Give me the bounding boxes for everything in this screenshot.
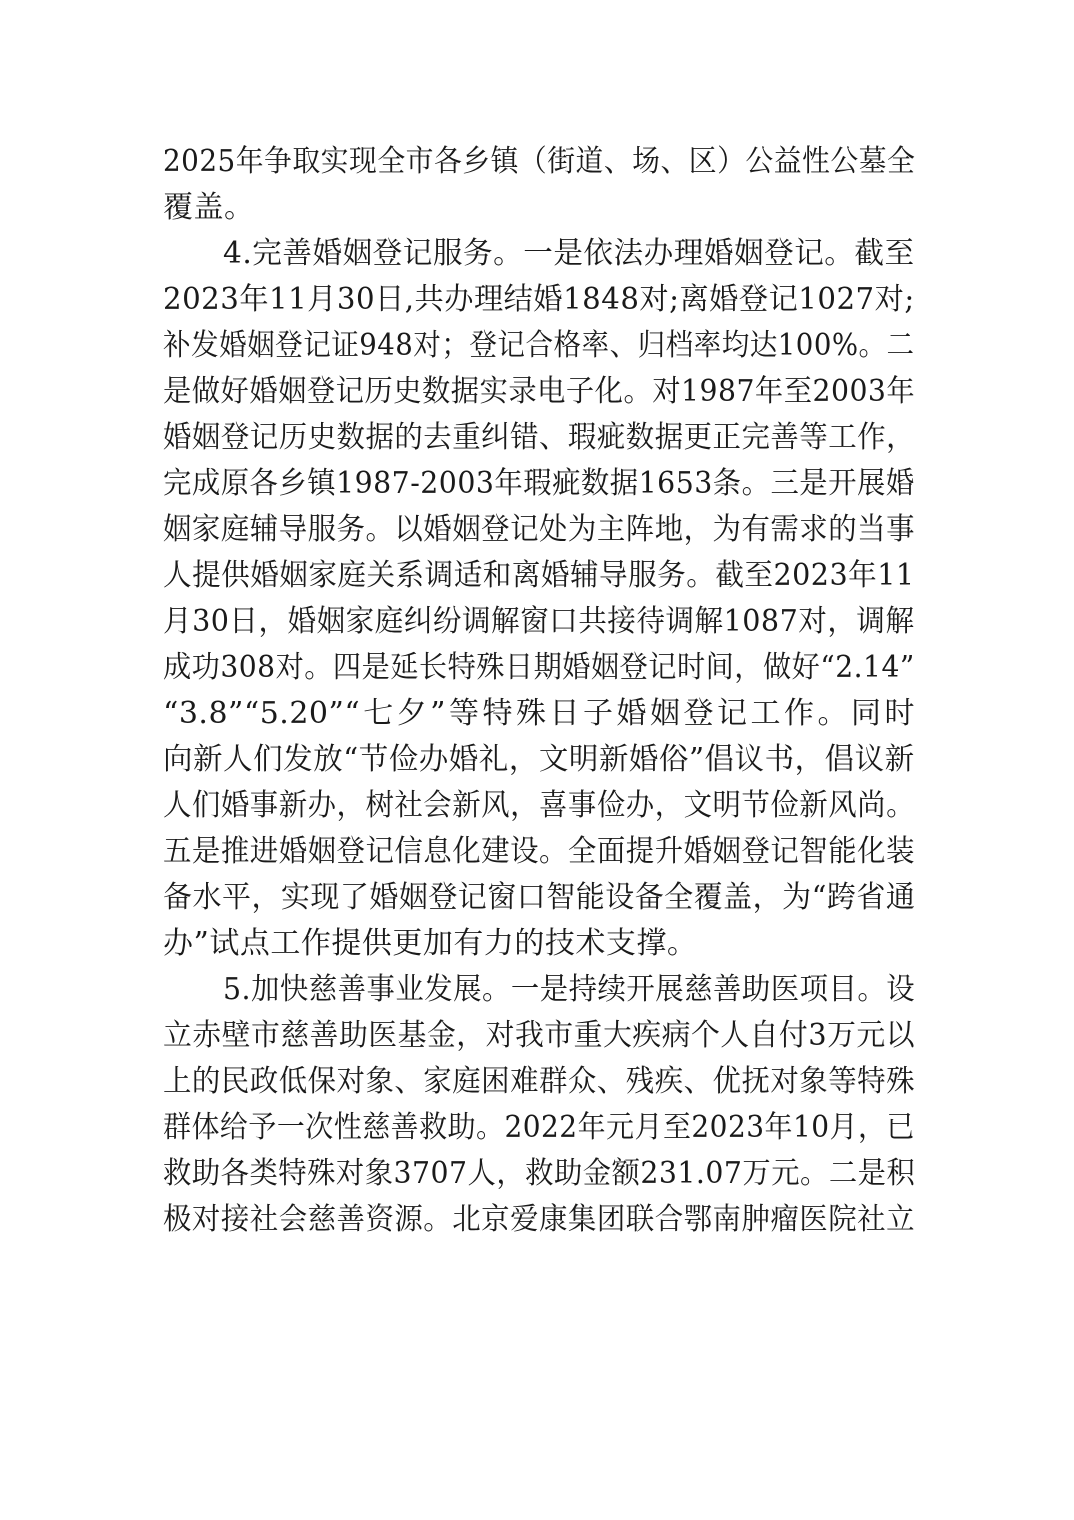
text-line: 是做好婚姻登记历史数据实录电子化。对1987年至2003年: [163, 374, 916, 409]
text-line: 月30日，婚姻家庭纠纷调解窗口共接待调解1087对，调解: [163, 604, 915, 639]
text-line: 补发婚姻登记证948对；登记合格率、归档率均达100%。二: [163, 328, 915, 363]
text-line: 5.加快慈善事业发展。一是持续开展慈善助医项目。设: [223, 972, 916, 1007]
text-line: 覆盖。: [163, 190, 255, 225]
text-line: 完成原各乡镇1987-2003年瑕疵数据1653条。三是开展婚: [163, 466, 915, 501]
text-line: 2023年11月30日,共办理结婚1848对;离婚登记1027对;: [163, 282, 915, 317]
text-line: 备水平，实现了婚姻登记窗口智能设备全覆盖，为“跨省通: [163, 880, 916, 915]
text-line: “3.8”“5.20”“七夕”等特殊日子婚姻登记工作。同时: [163, 696, 915, 731]
body-text: [163, 139, 915, 1243]
text-line: 极对接社会慈善资源。北京爱康集团联合鄂南肿瘤医院社立: [163, 1202, 915, 1237]
text-line: 人们婚事新办，树社会新风，喜事俭办，文明节俭新风尚。: [163, 788, 915, 823]
text-line: 立赤壁市慈善助医基金，对我市重大疾病个人自付3万元以: [163, 1018, 916, 1053]
text-line: 2025年争取实现全市各乡镇（街道、场、区）公益性公墓全: [163, 144, 916, 179]
text-line: 4.完善婚姻登记服务。一是依法办理婚姻登记。截至: [223, 236, 915, 271]
text-line: 办”试点工作提供更加有力的技术支撑。: [163, 926, 698, 961]
text-line: 成功308对。四是延长特殊日期婚姻登记时间，做好“2.14”: [163, 650, 915, 685]
text-line: 婚姻登记历史数据的去重纠错、瑕疵数据更正完善等工作，: [163, 420, 915, 455]
text-line: 向新人们发放“节俭办婚礼，文明新婚俗”倡议书，倡议新: [163, 742, 915, 777]
text-line: 人提供婚姻家庭关系调适和离婚辅导服务。截至2023年11: [163, 558, 915, 593]
text-line: 群体给予一次性慈善救助。2022年元月至2023年10月，已: [163, 1110, 915, 1145]
text-line: 五是推进婚姻登记信息化建设。全面提升婚姻登记智能化装: [163, 834, 915, 869]
text-line: 上的民政低保对象、家庭困难群众、残疾、优抚对象等特殊: [163, 1064, 915, 1099]
text-line: 救助各类特殊对象3707人，救助金额231.07万元。二是积: [163, 1156, 916, 1191]
text-line: 姻家庭辅导服务。以婚姻登记处为主阵地，为有需求的当事: [163, 512, 915, 547]
